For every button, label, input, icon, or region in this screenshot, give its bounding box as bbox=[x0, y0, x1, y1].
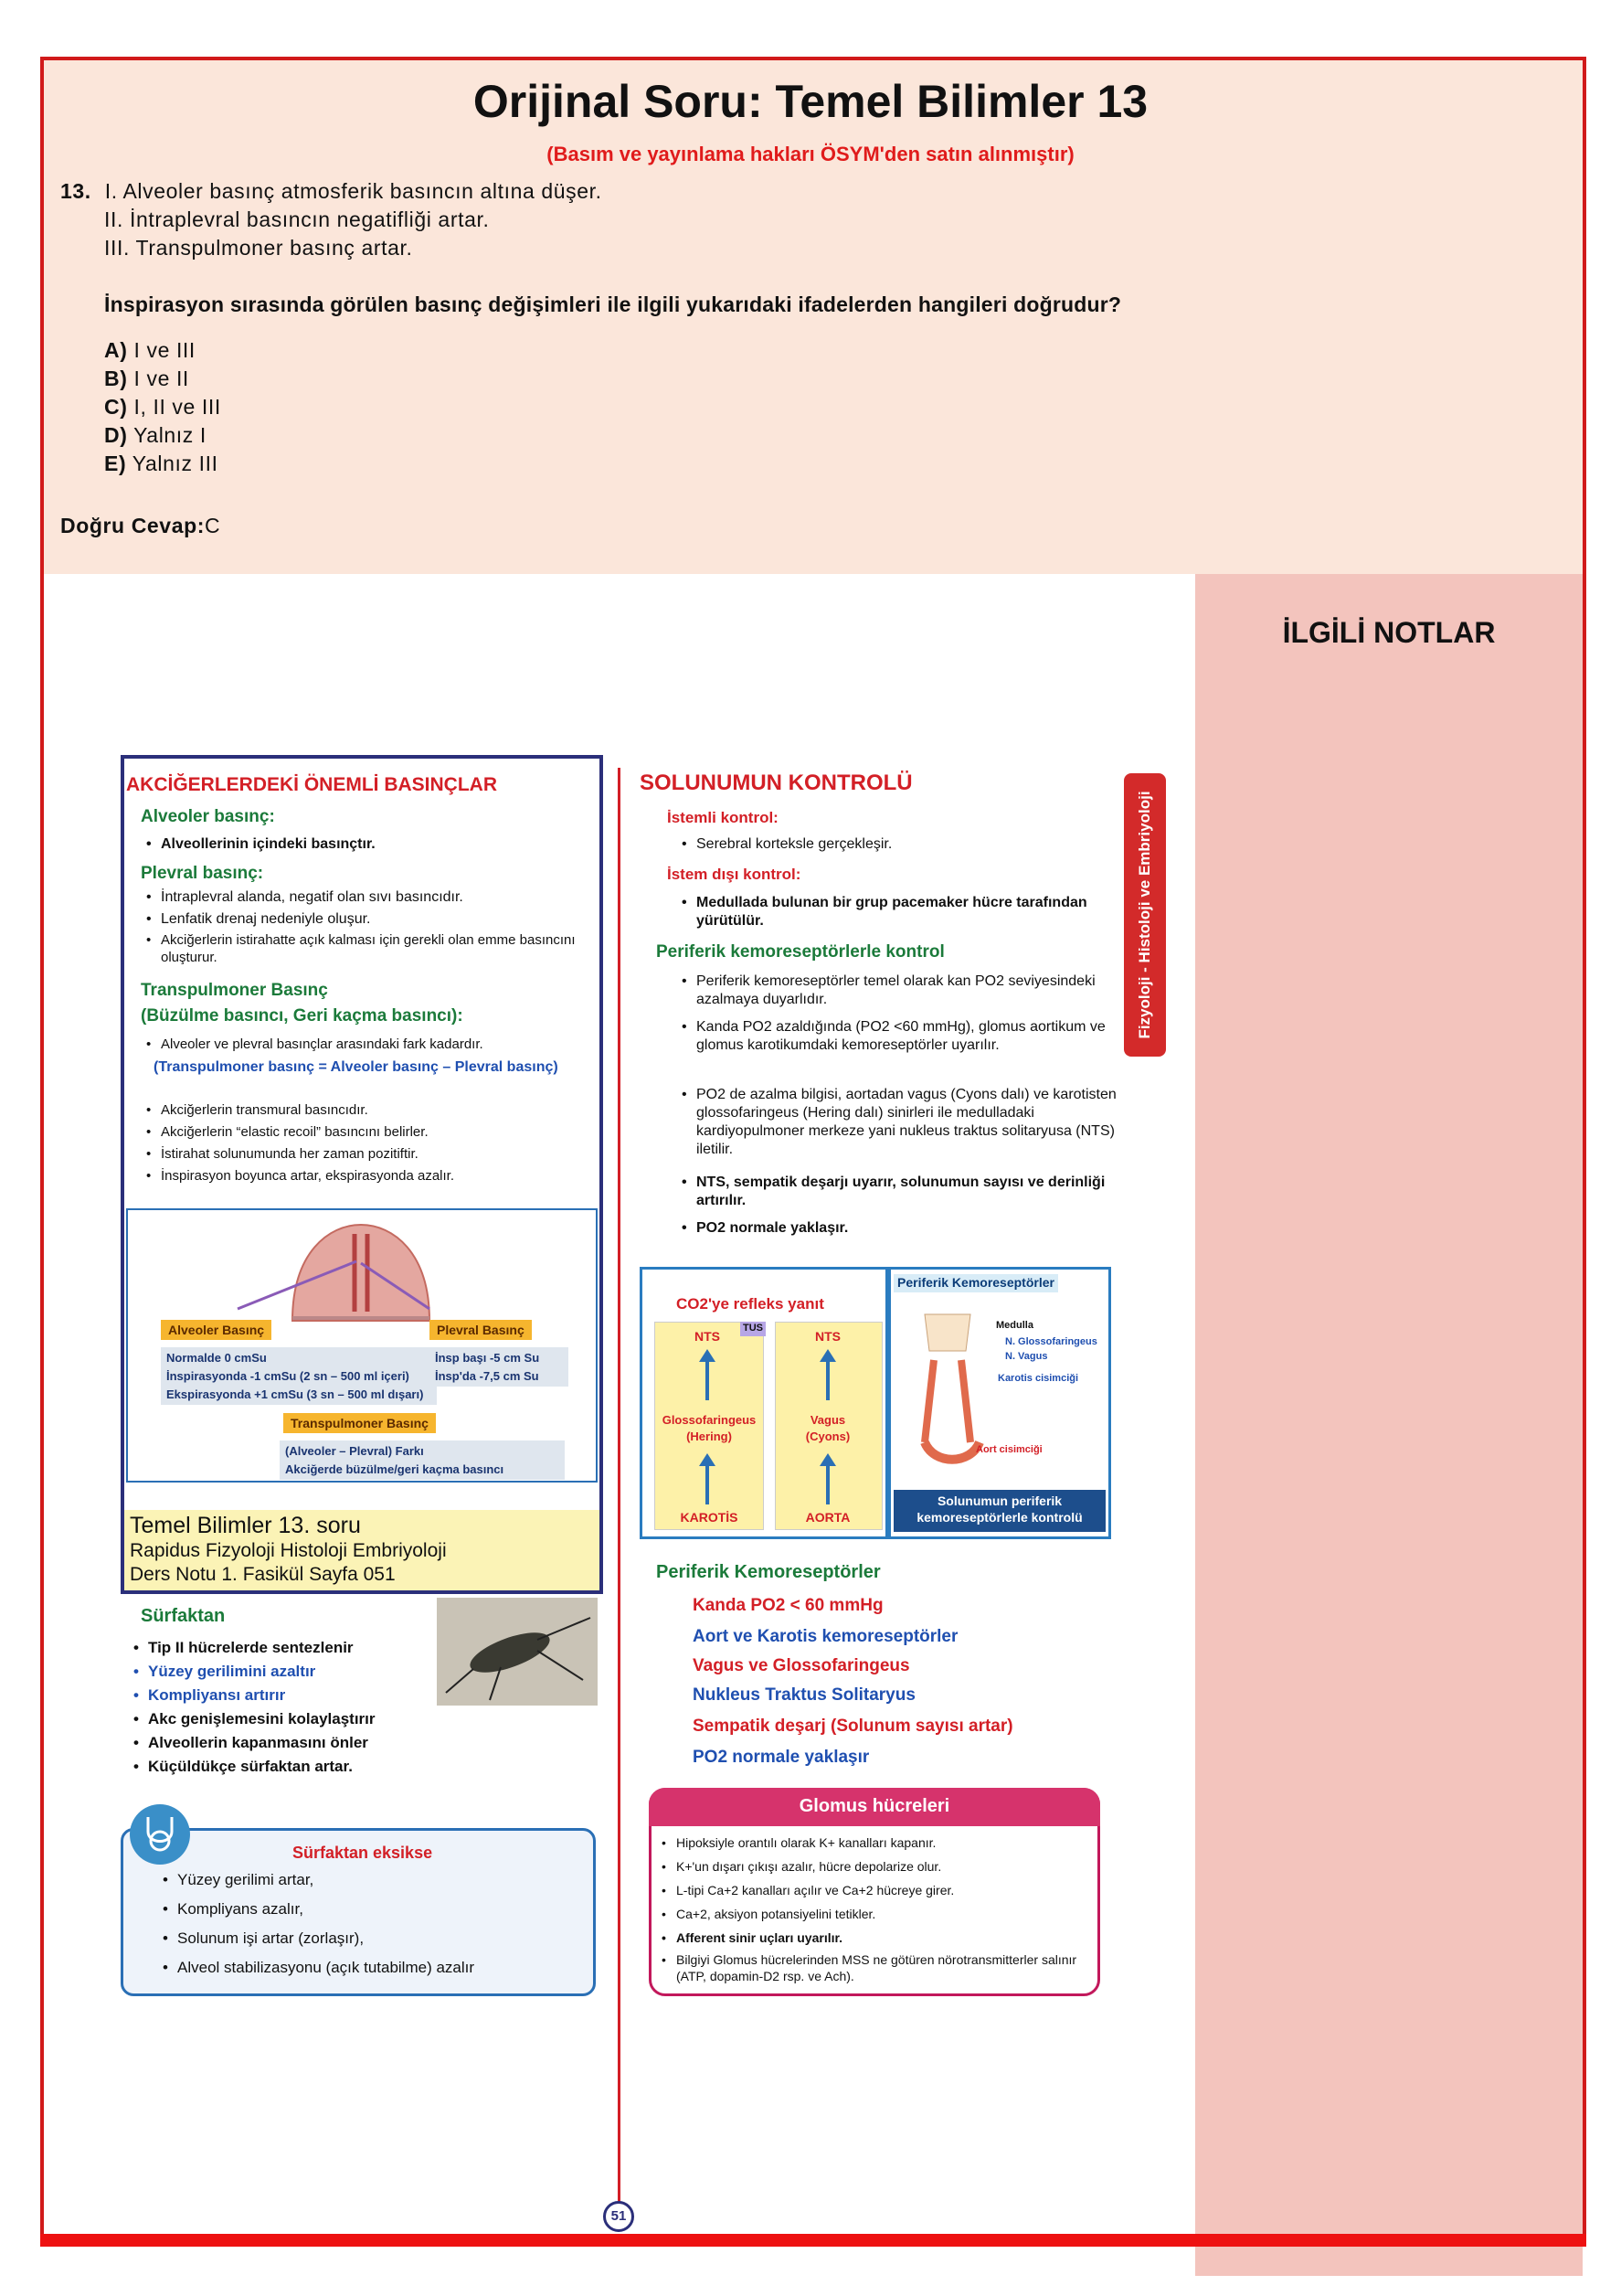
glomus-item: • K+'un dışarı çıkışı azalır, hücre depolarize olur. bbox=[662, 1859, 1104, 1876]
pk-list-item: PO2 normale yaklaşır bbox=[693, 1748, 870, 1767]
option-b[interactable]: B) I ve II bbox=[104, 367, 189, 390]
surfaktan-item: • Küçüldükçe sürfaktan artar. bbox=[133, 1757, 353, 1776]
trans-heading-2: (Büzülme basıncı, Geri kaçma basıncı): bbox=[141, 1006, 463, 1026]
notes-column bbox=[1195, 574, 1583, 2276]
correct-answer: Doğru Cevap:C bbox=[60, 514, 221, 537]
up-arrow-icon bbox=[826, 1360, 830, 1400]
alveoler-table: Normalde 0 cmSu İnspirasyonda -1 cmSu (2 sn – 500 ml içeri) Ekspirasyonda +1 cmSu (3 sn – 500 ml dışarı) bbox=[161, 1347, 437, 1405]
glomus-item: • Afferent sinir uçları uyarılır. bbox=[662, 1930, 1104, 1947]
periferik-item: • PO2 de azalma bilgisi, aortadan vagus (Cyons dalı) ve karotisten glossofaringeus (Hering dalı) sinirleri ile medulladaki kardiyopulmoner merkeze yani nukleus traktus solitaryusa (NTS) iletilir. bbox=[682, 1086, 1126, 1159]
pk-list-item: Nukleus Traktus Solitaryus bbox=[693, 1685, 916, 1705]
plevral-heading: Plevral basınç: bbox=[141, 864, 264, 883]
trans-formula: (Transpulmoner basınç = Alveoler basınç – Plevral basınç) bbox=[154, 1059, 558, 1075]
surfaktan-item: • Akc genişlemesini kolaylaştırır bbox=[133, 1709, 376, 1728]
plevral-item-1: • İntraplevral alanda, negatif olan sıvı basıncıdır. bbox=[146, 888, 609, 907]
option-e[interactable]: E) Yalnız III bbox=[104, 452, 218, 475]
surfaktan-deficiency-heading: Sürfaktan eksikse bbox=[292, 1844, 433, 1862]
surfaktan-item: • Yüzey gerilimini azaltır bbox=[133, 1662, 315, 1681]
reflex-label: Glossofaringeus bbox=[662, 1413, 757, 1427]
question-line-1 bbox=[60, 179, 602, 204]
notes-title: İLGİLİ NOTLAR bbox=[1282, 616, 1496, 649]
plevral-tag: Plevral Basınç bbox=[429, 1320, 532, 1340]
alveoler-heading: Alveoler basınç: bbox=[141, 807, 275, 826]
trans-item-4: • İstirahat solunumunda her zaman pozitiftir. bbox=[146, 1146, 609, 1164]
periferik-item: • NTS, sempatik deşarjı uyarır, solunumun sayısı ve derinliği artırılır. bbox=[682, 1174, 1126, 1210]
surfaktan-item: • Alveollerin kapanmasını önler bbox=[133, 1733, 368, 1752]
alveoler-tag: Alveoler Basınç bbox=[161, 1320, 271, 1340]
reflex-label: NTS bbox=[815, 1329, 841, 1344]
figure-label: N. Vagus bbox=[1005, 1351, 1048, 1362]
up-arrow-icon bbox=[705, 1464, 709, 1504]
option-c[interactable]: C) I, II ve III bbox=[104, 395, 221, 419]
deficiency-item: • Alveol stabilizasyonu (açık tutabilme) azalır bbox=[163, 1958, 474, 1977]
periferik-item: • PO2 normale yaklaşır. bbox=[682, 1219, 1126, 1238]
pressure-arrows bbox=[210, 1252, 448, 1325]
trans-item-2: • Akciğerlerin transmural basıncıdır. bbox=[146, 1102, 609, 1120]
reflex-label: AORTA bbox=[805, 1510, 851, 1525]
statement-3: III. Transpulmoner basınç artar. bbox=[104, 236, 413, 260]
deficiency-item: • Kompliyans azalır, bbox=[163, 1899, 303, 1919]
caption-line-2: Rapidus Fizyoloji Histoloji Embriyoloji bbox=[130, 1540, 447, 1561]
deficiency-item: • Yüzey gerilimi artar, bbox=[163, 1870, 313, 1889]
stethoscope-icon bbox=[130, 1804, 190, 1865]
reflex-heading: CO2'ye refleks yanıt bbox=[676, 1295, 824, 1313]
trans-heading-1: Transpulmoner Basınç bbox=[141, 981, 328, 1000]
statement-1: I. Alveoler basınç atmosferik basıncın altına düşer. bbox=[104, 179, 602, 203]
option-d[interactable]: D) Yalnız I bbox=[104, 423, 207, 447]
pk-list-heading: Periferik Kemoreseptörler bbox=[656, 1562, 881, 1582]
surfaktan-heading: Sürfaktan bbox=[141, 1606, 226, 1626]
figure-label: Aort cisimciği bbox=[976, 1444, 1043, 1455]
glomus-item: • Hipoksiyle orantılı olarak K+ kanalları kapanır. bbox=[662, 1835, 1104, 1852]
istemli-heading: İstemli kontrol: bbox=[667, 809, 779, 826]
caption-line-3: Ders Notu 1. Fasikül Sayfa 051 bbox=[130, 1564, 396, 1585]
figure-label: Karotis cisimciği bbox=[998, 1373, 1079, 1384]
question-number: 13. bbox=[60, 179, 91, 203]
chemoreceptor-figure-heading: Periferik Kemoreseptörler bbox=[894, 1274, 1058, 1292]
periferik-heading: Periferik kemoreseptörlerle kontrol bbox=[656, 942, 945, 962]
pk-list-item: Aort ve Karotis kemoreseptörler bbox=[693, 1627, 959, 1646]
page-title: Orijinal Soru: Temel Bilimler 13 bbox=[472, 76, 1149, 127]
chemoreceptor-figure-caption: Solunumun periferik kemoreseptörlerle kontrolü bbox=[894, 1490, 1106, 1532]
plevral-item-2: • Lenfatik drenaj nedeniyle oluşur. bbox=[146, 910, 609, 929]
solunum-heading: SOLUNUMUN KONTROLÜ bbox=[640, 771, 913, 795]
trans-item-5: • İnspirasyon boyunca artar, ekspirasyonda azalır. bbox=[146, 1168, 609, 1185]
istemli-item: • Serebral korteksle gerçekleşir. bbox=[682, 835, 892, 854]
tus-badge: TUS bbox=[740, 1322, 766, 1336]
istemdisi-heading: İstem dışı kontrol: bbox=[667, 866, 801, 883]
chapter-side-tab: Fizyoloji - Histoloji ve Embriyoloji bbox=[1124, 773, 1166, 1057]
reflex-label: (Hering) bbox=[686, 1430, 732, 1443]
surfaktan-item: • Tip II hücrelerde sentezlenir bbox=[133, 1638, 354, 1657]
surfaktan-item: • Kompliyansı artırır bbox=[133, 1685, 285, 1705]
bottom-rule bbox=[40, 2234, 1586, 2247]
plevral-table: İnsp başı -5 cm Su İnsp'da -7,5 cm Su bbox=[429, 1347, 568, 1387]
pk-list-item: Sempatik deşarj (Solunum sayısı artar) bbox=[693, 1717, 1013, 1736]
pressures-heading: AKCİĞERLERDEKİ ÖNEMLİ BASINÇLAR bbox=[126, 774, 498, 795]
pk-list-item: Kanda PO2 < 60 mmHg bbox=[693, 1596, 884, 1615]
periferik-item: • Kanda PO2 azaldığında (PO2 <60 mmHg), glomus aortikum ve glomus karotikumdaki kemoreseptörler uyarılır. bbox=[682, 1018, 1126, 1055]
plevral-item-3: • Akciğerlerin istirahatte açık kalması için gerekli olan emme basıncını oluşturur. bbox=[146, 932, 609, 967]
up-arrow-icon bbox=[826, 1464, 830, 1504]
glomus-heading: Glomus hücreleri bbox=[649, 1788, 1100, 1826]
trans-item-3: • Akciğerlerin “elastic recoil” basıncını belirler. bbox=[146, 1124, 609, 1142]
statement-2: II. İntraplevral basıncın negatifliği artar. bbox=[104, 207, 490, 231]
alveoler-item: • Alveollerinin içindeki basınçtır. bbox=[146, 835, 376, 854]
glomus-item: • Ca+2, aksiyon potansiyelini tetikler. bbox=[662, 1907, 1104, 1923]
insect-photo bbox=[437, 1598, 598, 1706]
pk-list-item: Vagus ve Glossofaringeus bbox=[693, 1656, 910, 1675]
question-prompt: İnspirasyon sırasında görülen basınç değişimleri ile ilgili yukarıdaki ifadelerden hangileri doğrudur? bbox=[104, 292, 1122, 316]
copyright-notice: (Basım ve yayınlama hakları ÖSYM'den satın alınmıştır) bbox=[546, 143, 1075, 165]
deficiency-item: • Solunum işi artar (zorlaşır), bbox=[163, 1929, 364, 1948]
glomus-item: • Bilgiyi Glomus hücrelerinden MSS ne götüren nörotransmitterler salınır (ATP, dopamin-D2 rsp. ve Ach). bbox=[662, 1952, 1104, 1984]
figure-label: Medulla bbox=[996, 1320, 1033, 1331]
page-number: 51 bbox=[603, 2201, 634, 2232]
reflex-label: Vagus bbox=[810, 1413, 846, 1427]
column-divider bbox=[618, 768, 620, 2203]
transpulmoner-table: (Alveoler – Plevral) Farkı Akciğerde büzülme/geri kaçma basıncı bbox=[280, 1440, 565, 1480]
trans-item-1: • Alveoler ve plevral basınçlar arasındaki fark kadardır. bbox=[146, 1036, 609, 1054]
reflex-label: NTS bbox=[694, 1329, 720, 1344]
reflex-label: (Cyons) bbox=[805, 1430, 851, 1443]
istemdisi-item: • Medullada bulunan bir grup pacemaker hücre tarafından yürütülür. bbox=[682, 894, 1126, 930]
glomus-item: • L-tipi Ca+2 kanalları açılır ve Ca+2 hücreye girer. bbox=[662, 1883, 1104, 1899]
reflex-label: KAROTİS bbox=[680, 1510, 738, 1525]
figure-label: N. Glossofaringeus bbox=[1005, 1336, 1097, 1347]
transpulmoner-tag: Transpulmoner Basınç bbox=[283, 1413, 436, 1433]
caption-line-1: Temel Bilimler 13. soru bbox=[130, 1513, 361, 1538]
option-a[interactable]: A) I ve III bbox=[104, 338, 196, 362]
up-arrow-icon bbox=[705, 1360, 709, 1400]
periferik-item: • Periferik kemoreseptörler temel olarak kan PO2 seviyesindeki azalmaya duyarlıdır. bbox=[682, 973, 1126, 1009]
